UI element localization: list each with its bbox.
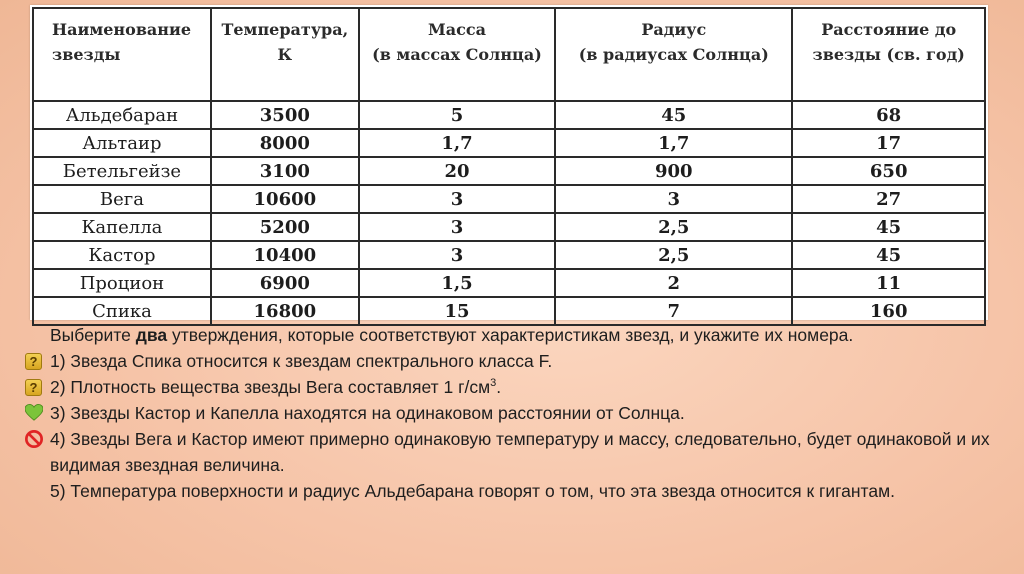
cell-distance: 27 [792, 185, 985, 213]
cell-temperature: 3500 [211, 101, 359, 129]
cell-mass: 1,5 [359, 269, 555, 297]
cell-name: Альтаир [33, 129, 211, 157]
table-row [33, 213, 985, 241]
question-intro-bold: два [135, 325, 168, 345]
cell-radius: 900 [555, 157, 792, 185]
cell-mass: 15 [359, 297, 555, 325]
cell-radius: 7 [555, 297, 792, 325]
header-radius: Радиус (в радиусах Солнца) [555, 8, 792, 101]
statement-5[interactable]: 5) Температура поверхности и радиус Альдебарана говорят о том, что эта звезда относится к гигантам. [50, 481, 895, 501]
statement-4[interactable]: 4) Звезды Вега и Кастор имеют примерно одинаковую температуру и массу, следовательно, будет одинаковой и их видимая звездная величина. [34, 426, 1004, 478]
question-block [29, 322, 1004, 504]
cell-temperature: 3100 [211, 157, 359, 185]
table-row [33, 269, 985, 297]
cell-radius: 45 [555, 101, 792, 129]
cell-temperature: 10400 [211, 241, 359, 269]
cell-name: Альдебаран [33, 101, 211, 129]
statement-2[interactable]: ? 2) Плотность вещества звезды Вега составляет 1 $г/см^3$. [34, 374, 1004, 400]
cell-mass: 5 [359, 101, 555, 129]
table-row [33, 185, 985, 213]
stars-table [32, 7, 986, 326]
cell-radius: 2,5 [555, 213, 792, 241]
table-header-row [33, 8, 985, 101]
table-row [33, 157, 985, 185]
cell-distance: 17 [792, 129, 985, 157]
cell-distance: 650 [792, 157, 985, 185]
cell-name: Капелла [33, 213, 211, 241]
green-heart-icon [25, 404, 43, 422]
cell-name: Процион [33, 269, 211, 297]
statement-3[interactable]: 3) Звезды Кастор и Капелла находятся на одинаковом расстоянии от Солнца. [34, 400, 1004, 426]
cell-temperature: 8000 [211, 129, 359, 157]
question-icon: ? [25, 379, 42, 396]
cell-distance: 68 [792, 101, 985, 129]
cell-radius: 3 [555, 185, 792, 213]
cell-temperature: 10600 [211, 185, 359, 213]
cell-mass: 1,7 [359, 129, 555, 157]
statement-1[interactable]: ? 1) Звезда Спика относится к звездам спектрального класса F. [34, 348, 1004, 374]
cell-name: Вега [33, 185, 211, 213]
cell-distance: 11 [792, 269, 985, 297]
cell-mass: 20 [359, 157, 555, 185]
question-icon: ? [25, 353, 42, 370]
cell-temperature: 6900 [211, 269, 359, 297]
cell-radius: 2,5 [555, 241, 792, 269]
header-temperature: Температура, К [211, 8, 359, 101]
table-row [33, 297, 985, 325]
cell-distance: 45 [792, 213, 985, 241]
cell-temperature: 16800 [211, 297, 359, 325]
cell-radius: 2 [555, 269, 792, 297]
cell-name: Бетельгейзе [33, 157, 211, 185]
cell-mass: 3 [359, 241, 555, 269]
header-distance: Расстояние до звезды (св. год) [792, 8, 985, 101]
cell-temperature: 5200 [211, 213, 359, 241]
table-row [33, 101, 985, 129]
table-row [33, 241, 985, 269]
header-mass: Масса (в массах Солнца) [359, 8, 555, 101]
cell-name: Спика [33, 297, 211, 325]
stop-icon [25, 430, 43, 448]
header-name: Наименование звезды [33, 8, 211, 101]
question-intro: Выберите два утверждения, которые соответствуют характеристикам звезд, и укажите их номера. [50, 325, 854, 345]
table-row [33, 129, 985, 157]
cell-name: Кастор [33, 241, 211, 269]
cell-distance: 45 [792, 241, 985, 269]
cell-mass: 3 [359, 213, 555, 241]
cell-mass: 3 [359, 185, 555, 213]
cell-distance: 160 [792, 297, 985, 325]
stars-table-image [30, 5, 988, 320]
cell-radius: 1,7 [555, 129, 792, 157]
